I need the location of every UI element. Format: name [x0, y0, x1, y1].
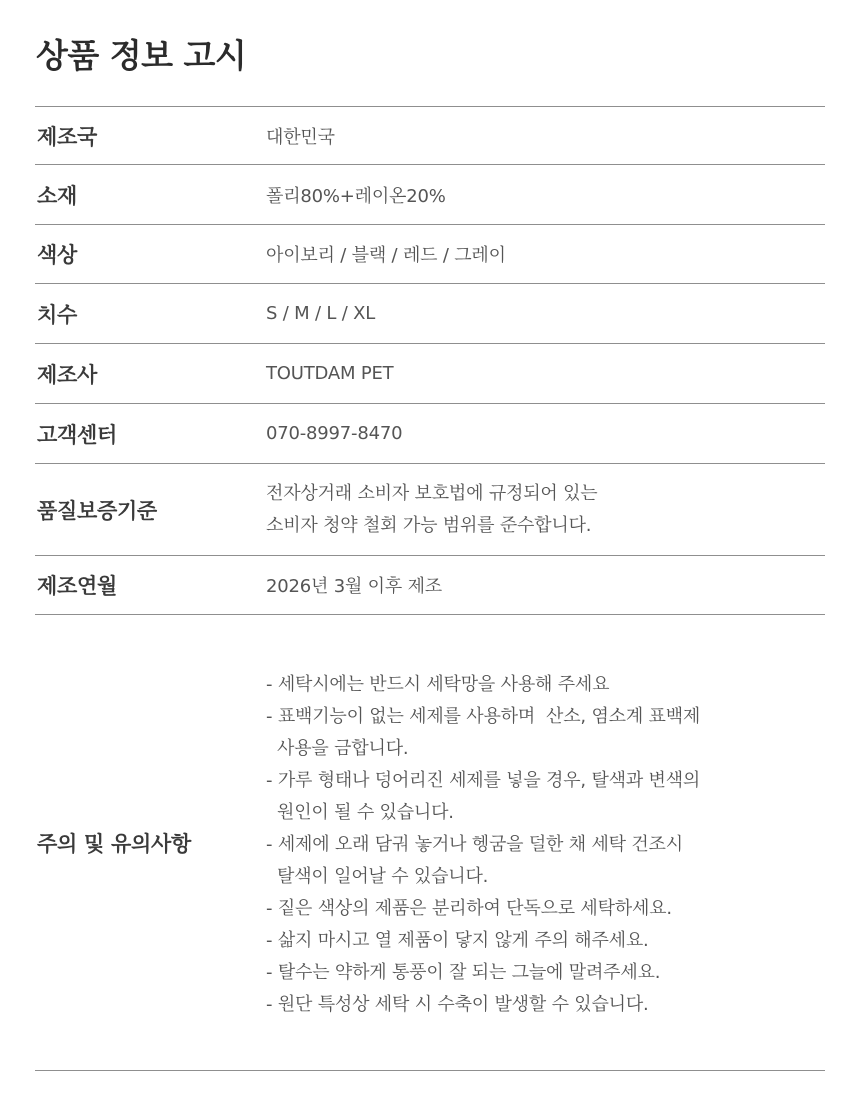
- row-quality-assurance: [35, 464, 825, 556]
- notice-line: 사용을 금합니다.: [266, 737, 409, 759]
- row-label: 품질보증기준: [37, 498, 157, 523]
- row-label: 고객센터: [37, 422, 117, 447]
- notice-line: - 짙은 색상의 제품은 분리하여 단독으로 세탁하세요.: [266, 897, 672, 919]
- row-label: 제조사: [37, 362, 97, 387]
- notice-line: 원인이 될 수 있습니다.: [266, 801, 454, 823]
- row-value: 폴리80%+레이온20%: [266, 185, 446, 207]
- page-title: 상품 정보 고시: [36, 36, 247, 75]
- row-manufacturing-country: [35, 107, 825, 165]
- row-value: [266, 478, 825, 542]
- notice-line: - 표백기능이 없는 세제를 사용하며 산소, 염소계 표백제: [266, 705, 701, 727]
- row-label: 치수: [37, 302, 77, 327]
- notice-line: - 가루 형태나 덩어리진 세제를 넣을 경우, 탈색과 변색의: [266, 769, 701, 791]
- notice-line: - 삶지 마시고 열 제품이 닿지 않게 주의 해주세요.: [266, 929, 649, 951]
- row-value: 2026년 3월 이후 제조: [266, 576, 442, 597]
- value-line: 소비자 청약 철회 가능 범위를 준수합니다.: [266, 514, 592, 536]
- notice-line: - 세탁시에는 반드시 세탁망을 사용해 주세요: [266, 673, 610, 695]
- row-value: S / M / L / XL: [266, 303, 376, 324]
- row-color: [35, 225, 825, 284]
- row-value: 070-8997-8470: [266, 423, 403, 444]
- row-care-notice: [35, 615, 825, 1071]
- notice-line: 탈색이 일어날 수 있습니다.: [266, 865, 489, 887]
- row-value: 대한민국: [266, 126, 335, 148]
- row-manufacturer: [35, 344, 825, 404]
- row-value: TOUTDAM PET: [266, 363, 394, 384]
- info-table: [35, 106, 825, 1071]
- row-label: 색상: [37, 243, 77, 267]
- care-notice-list: [266, 665, 825, 1021]
- row-manufacture-date: [35, 556, 825, 615]
- row-label: 소재: [37, 183, 77, 208]
- row-material: [35, 165, 825, 225]
- value-line: 전자상거래 소비자 보호법에 규정되어 있는: [266, 482, 598, 504]
- row-size: [35, 284, 825, 344]
- notice-line: - 탈수는 약하게 통풍이 잘 되는 그늘에 말려주세요.: [266, 961, 661, 983]
- notice-line: - 세제에 오래 담궈 놓거나 헹굼을 덜한 채 세탁 건조시: [266, 833, 683, 855]
- row-label: 주의 및 유의사항: [37, 831, 191, 856]
- row-customer-center: [35, 404, 825, 464]
- notice-line: - 원단 특성상 세탁 시 수축이 발생할 수 있습니다.: [266, 993, 649, 1015]
- row-label: 제조국: [37, 124, 97, 149]
- row-label: 제조연월: [37, 574, 117, 598]
- row-value: 아이보리 / 블랙 / 레드 / 그레이: [266, 245, 506, 266]
